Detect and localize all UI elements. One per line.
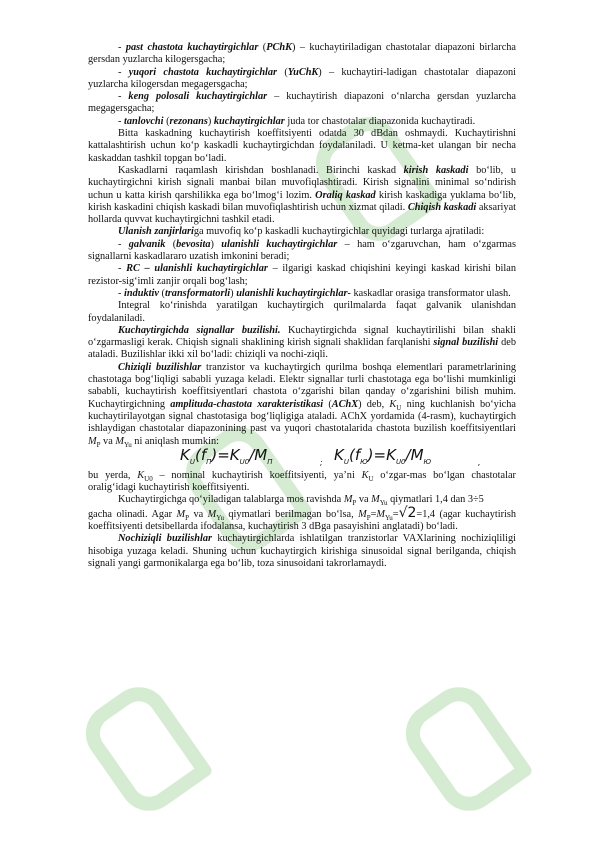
text-segment: Integral ko‘rinishda yaratilgan kuchaytirgich qurilmalarda faqat galvanik ulanishdan foydalaniladi. [88, 300, 516, 324]
text-segment: = [370, 508, 377, 520]
text-segment: juda tor chastotalar diapazonida kuchaytiradi. [284, 115, 476, 127]
text-segment: Yu [384, 513, 393, 522]
emphasis-text: ulanishli kuchaytirgichlar- [236, 287, 351, 299]
text-segment: √2 [398, 504, 417, 521]
paragraph [88, 288, 516, 300]
paragraph [88, 325, 516, 362]
text-segment: tranzistor va kuchaytirgich qurilma boshqa elementlari parametrlarining chastotaga bog‘liqligi sababli yuzaga keladi. Elektr signallar turli chastotaga ega bo‘lishi mumkinligi sababli, kuchaytirish koeffitsiyentlari chastota o‘zgarishi bilan qanday o‘zgarishini bilish muhim. Kuchaytirgichning [88, 361, 516, 410]
text-segment [124, 288, 159, 299]
watermark-mark [74, 675, 214, 822]
text-segment: Kuchaytirgichga qo‘yiladigan talablarga mos ravishda [118, 494, 344, 506]
text-segment: ga muvofiq ko‘p kaskadli kuchaytirgichlar quyidagi turlarga ajratiladi: [193, 226, 485, 238]
text-segment: ) [230, 287, 237, 299]
formula-right: $K_U(f_Ю)=K_{U0}/M_Ю$ [334, 445, 432, 466]
text-segment: kaskadlar orasiga transformator ulash. [350, 287, 511, 299]
emphasis-text: Oraliq kaskad [315, 189, 376, 201]
emphasis-text: kirish kaskadi [403, 164, 469, 176]
emphasis-text: yuqori chastota kuchaytirgichlar [128, 66, 278, 78]
text-segment: Yu [123, 440, 132, 449]
text-segment: Yu [379, 499, 388, 508]
text-segment: ni aniqlash mumkin: [131, 435, 219, 447]
text-segment [118, 362, 201, 373]
text-segment: - [118, 91, 129, 103]
text-segment [165, 288, 230, 299]
text-segment: - [118, 263, 127, 275]
text-segment: U [368, 474, 374, 483]
paragraph [88, 504, 517, 534]
text-segment: ( [165, 238, 177, 250]
text-segment [332, 399, 358, 410]
formula-separator: ; [320, 457, 323, 467]
text-segment [266, 42, 292, 53]
text-block-after-formula [88, 470, 516, 570]
text-segment: aksariyat hollarda quvvat kuchaytirgichni tashkil etadi. [88, 201, 517, 226]
text-segment: Kaskadlarni raqamlash kirishdan boshlanadi. Birinchi kaskad [118, 164, 404, 176]
text-segment: M [115, 435, 124, 447]
text-segment: P [96, 440, 101, 449]
text-segment: – ilgarigi kaskad chiqishini keyingi kaskad kirishi bilan rezistor-sig‘imli zanjir orqali bog‘lash; [88, 263, 516, 287]
text-segment [433, 337, 498, 348]
emphasis-text: past chastota kuchaytirgichlar [125, 42, 259, 53]
text-segment: bu yerda, [88, 469, 138, 481]
text-segment: Yu [216, 513, 224, 522]
text-segment: - [118, 287, 125, 299]
text-segment: deb ataladi. Buzilishlar ikki xil bo‘ladi: chiziqli va nochi-ziqli. [88, 337, 516, 361]
text-segment [170, 399, 323, 410]
emphasis-text: Chiziqli buzilishlar [118, 361, 202, 373]
emphasis-text: induktiv [124, 287, 159, 299]
text-segment [236, 288, 351, 299]
text-segment: M [176, 508, 186, 520]
text-segment: – nominal kuchaytirish koeffitsiyenti, ya’ni [152, 469, 362, 481]
emphasis-text: keng polosali kuchaytirgichlar [128, 91, 268, 103]
text-segment: qiymatlari 1,4 dan 3÷5 [387, 494, 484, 506]
paragraph [88, 239, 516, 264]
text-segment: ) [210, 238, 222, 250]
text-segment [118, 533, 212, 544]
paragraph [88, 67, 516, 92]
text-segment [129, 239, 166, 250]
text-segment: Kuchaytirgichda signal kuchaytirilishi bilan shakli o‘zgarmasligi kerak. Chiqish signali shaklining kirish signali shaklidan farqlanishi [88, 324, 516, 349]
emphasis-text: amplituda-chastota xarakteristikasi [170, 398, 324, 410]
text-segment: Bitta kaskadning kuchaytirish koeffitsiyenti odatda 30 dBdan oshmaydi. Kuchaytirishni kattalashtirish uchun ko‘p kaskadli kuchaytirgichdan foydalaniladi. U ketma-ket ulangan bir necha kaskaddan tashkil topgan bo‘ladi. [88, 128, 516, 164]
text-segment: va [100, 435, 116, 447]
emphasis-text: Ulanish zanjirlari [118, 226, 194, 238]
emphasis-text: Chiqish kaskadi [407, 201, 477, 213]
paragraph [88, 533, 516, 570]
text-segment: - [118, 66, 129, 78]
text-segment: o‘zgar-mas bo‘lgan chastotalar oralig‘idagi kuchaytirish koeffitsiyenti. [88, 469, 516, 494]
text-segment [126, 42, 258, 53]
document-body [88, 42, 516, 570]
text-segment: = [392, 508, 399, 520]
text-segment: K [137, 469, 145, 481]
text-segment: bo‘lib, u kuchaytirgichni kirish signali manbai bilan muvofiqlashtiradi. Kirish signalini minimal so‘ndirish uchun u katta kirish qarshilikka ega bo‘lmog‘i lozim. [88, 164, 517, 201]
text-segment: M [371, 494, 380, 506]
watermark-mark [394, 675, 534, 822]
text-segment: U0 [144, 474, 153, 483]
text-segment: =1,4 (agar kuchaytirish koeffitsiyenti detsibellarda ifodalansa, kuchaytirish 3 dBga pasayishini anglatadi) bo‘ladi. [88, 508, 517, 532]
text-segment: – kuchaytirish diapazoni o‘nlarcha gersdan yuzlarcha megagersgacha; [88, 91, 516, 115]
text-segment: U [396, 403, 402, 412]
emphasis-text: YuChK [287, 66, 319, 78]
paragraph [88, 362, 516, 448]
text-segment: ( [258, 42, 267, 53]
text-segment [408, 202, 476, 213]
emphasis-text: tanlovchi [124, 115, 164, 127]
emphasis-text: Kuchaytirgichda signallar buzilishi. [118, 324, 281, 336]
text-segment: ning kuchlanish bo‘yicha kuchaytirilayotgan signal chastotasiga bog‘liqligiga ataladi. AChX yordamida (4-rasm), kuchaytirgich ishlaydigan chastotalar diapazonining past va yuqori chastotalarida chastota buzilish koeffitsiyentlari [88, 398, 516, 435]
text-segment [214, 116, 285, 127]
text-segment: va [189, 508, 208, 520]
text-segment: K [389, 398, 397, 410]
text-segment [126, 263, 268, 274]
paragraph [88, 226, 516, 238]
emphasis-text: bevosita [176, 238, 211, 250]
paragraph [88, 128, 516, 165]
text-segment [221, 239, 337, 250]
emphasis-text: signal buzilishi [433, 337, 499, 349]
text-segment [315, 190, 375, 201]
text-segment: kirish kaskadiga yuklama bo‘lib, kirish kaskadini chiqish kaskadi bilan muvofiqlashtirish uchun xizmat qiladi. [88, 189, 516, 213]
paragraph [88, 91, 516, 116]
formula-end: , [478, 457, 481, 467]
text-segment [118, 226, 194, 237]
text-block-before-formula [88, 42, 516, 448]
emphasis-text: ulanishli kuchaytirgichlar [221, 238, 338, 250]
text-segment: - [118, 42, 126, 53]
text-segment: P [185, 513, 189, 522]
emphasis-text: PChK [266, 42, 292, 53]
paragraph [88, 470, 516, 495]
text-segment: ( [323, 398, 332, 410]
text-segment: ) – kuchaytiriladigan chastotalar diapazoni birlarcha gersdan yuzlarcha kilogersgacha; [88, 42, 516, 66]
text-segment [404, 165, 469, 176]
paragraph [88, 494, 516, 506]
text-segment: M [343, 494, 353, 506]
text-segment: ( [277, 66, 288, 78]
text-segment [129, 67, 277, 78]
text-segment: - [118, 115, 125, 127]
text-segment: – ham o‘zgaruvchan, ham o‘zgarmas signallarni kaskadlararo uzatish imkonini beradi; [88, 238, 516, 263]
text-segment: P [352, 499, 357, 508]
frequency-distortion-formula [88, 445, 516, 469]
text-segment: gacha olinadi. Agar [88, 508, 177, 520]
text-segment [124, 116, 163, 127]
text-segment: K [361, 469, 369, 481]
text-segment: P [366, 513, 371, 522]
text-segment: ( [163, 115, 170, 127]
text-segment: M [88, 435, 97, 447]
text-segment: qiymatlari berilmagan bo‘lsa, [223, 508, 359, 520]
formula-left: $K_U(f_П)=K_{U0}/M_П$ [180, 445, 273, 466]
text-segment [176, 239, 210, 250]
paragraph [88, 165, 516, 226]
text-segment: ) – kuchaytiri-ladigan chastotalar diapazoni yuzlarcha kilogersdan megagersgacha; [88, 66, 516, 90]
emphasis-text: rezonans [169, 115, 208, 127]
text-segment: ) [207, 115, 214, 127]
paragraph [88, 300, 516, 325]
text-segment: va [356, 494, 372, 506]
emphasis-text: kuchaytirgichlar [213, 115, 285, 127]
emphasis-text: AChX [331, 398, 359, 410]
text-segment: ( [158, 287, 165, 299]
paragraph [88, 42, 516, 67]
text-segment [128, 91, 267, 102]
text-segment: M [376, 508, 385, 520]
text-segment [118, 325, 280, 336]
text-segment: ) deb, [358, 398, 390, 410]
text-segment: kuchaytirgichlarda ishlatilgan tranzistorlar VAXlarining nochiziqliligi hisobiga yuzaga keladi. Shuning uchun kuchaytirgich kirishiga sinusoidal signal berilganda, chiqish signali yangi garmonikalarga ega bo‘lib, toza sinusoidani takrorlamaydi. [88, 533, 516, 569]
text-segment: - [118, 238, 129, 250]
paragraph [88, 116, 516, 128]
text-segment: M [207, 508, 217, 520]
emphasis-text: transformatorli [164, 287, 231, 299]
text-segment: M [358, 508, 367, 520]
paragraph [88, 263, 516, 288]
emphasis-text: Nochiziqli buzilishlar [118, 533, 213, 545]
emphasis-text: galvanik [128, 238, 166, 250]
text-segment [170, 116, 208, 127]
emphasis-text: RC – ulanishli kuchaytirgichlar [126, 263, 268, 275]
text-segment [288, 67, 319, 78]
